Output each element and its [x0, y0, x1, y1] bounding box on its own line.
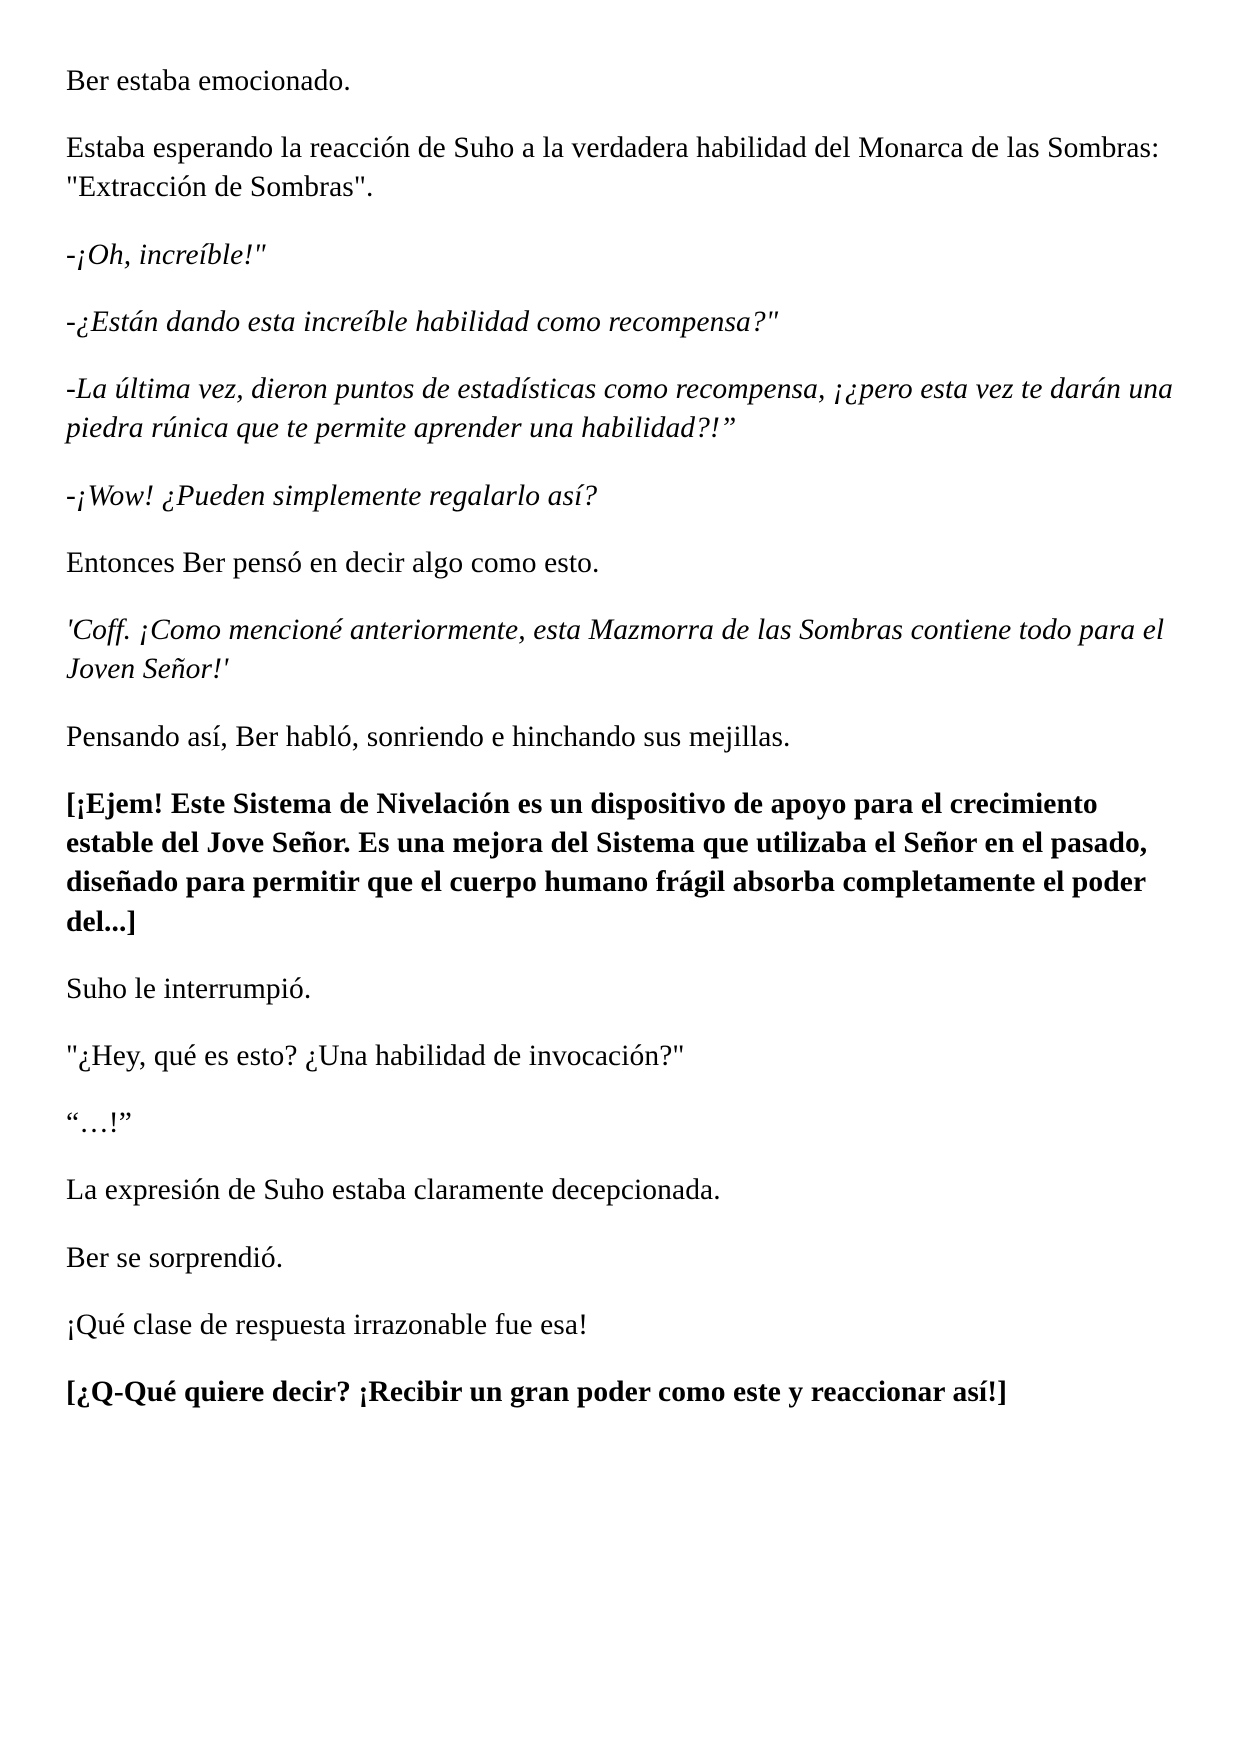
paragraph: -¡Wow! ¿Pueden simplemente regalarlo así?	[66, 479, 598, 512]
paragraph: -¡Oh, increíble!"	[66, 238, 266, 271]
paragraph: Entonces Ber pensó en decir algo como esto.	[66, 546, 600, 579]
paragraph: 'Coff. ¡Como mencioné anteriormente, esta Mazmorra de las Sombras contiene todo para el Joven Señor!'	[66, 614, 1165, 686]
paragraph: [¿Q-Qué quiere decir? ¡Recibir un gran poder como este y reaccionar así!]	[66, 1376, 1008, 1409]
paragraph: ¡Qué clase de respuesta irrazonable fue esa!	[66, 1308, 589, 1341]
paragraph: "¿Hey, qué es esto? ¿Una habilidad de invocación?"	[66, 1039, 685, 1072]
paragraph: Ber se sorprendió.	[66, 1241, 284, 1274]
paragraph: “…!”	[66, 1107, 132, 1140]
paragraph: La expresión de Suho estaba claramente decepcionada.	[66, 1174, 721, 1207]
paragraph: -¿Están dando esta increíble habilidad como recompensa?"	[66, 305, 779, 338]
paragraph: -La última vez, dieron puntos de estadísticas como recompensa, ¡¿pero esta vez te darán una piedra rúnica que te permite aprender una habilidad?!”	[66, 373, 1174, 445]
paragraph: Estaba esperando la reacción de Suho a la verdadera habilidad del Monarca de las Sombras: "Extracción de Sombras".	[66, 132, 1160, 204]
paragraph: [¡Ejem! Este Sistema de Nivelación es un dispositivo de apoyo para el crecimiento estable del Jove Señor. Es una mejora del Sistema que utilizaba el Señor en el pasado, diseñado para permitir que el cuerpo humano frágil absorba completamente el poder del...]	[66, 787, 1148, 938]
paragraph: Ber estaba emocionado.	[66, 65, 351, 97]
paragraph: Suho le interrumpió.	[66, 972, 312, 1005]
paragraph: Pensando así, Ber habló, sonriendo e hinchando sus mejillas.	[66, 720, 791, 753]
